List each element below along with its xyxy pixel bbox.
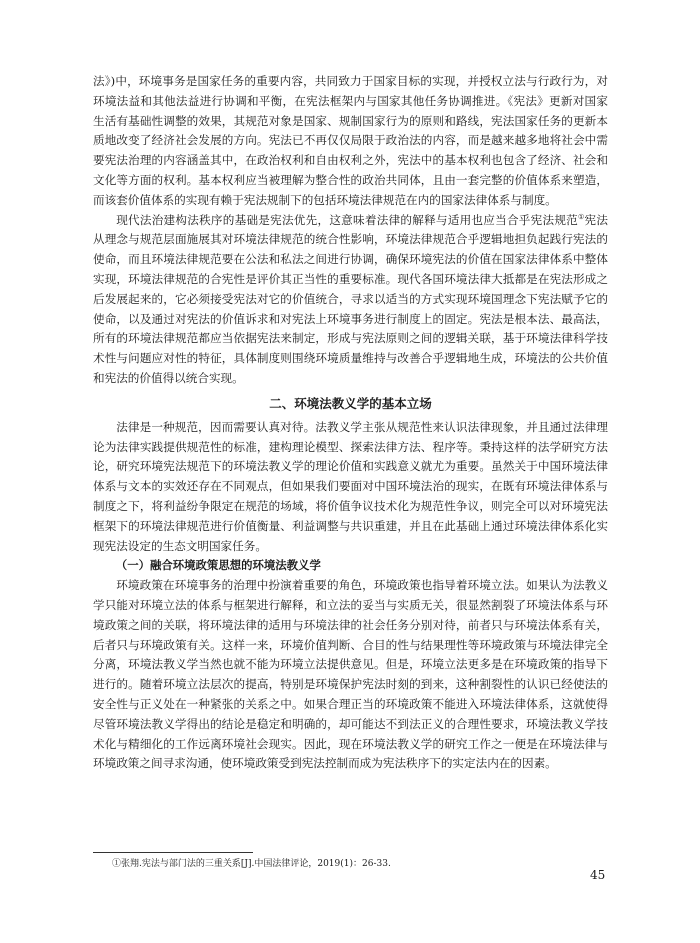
paragraph-constitutional-priority-lead: 现代法治建构法秩序的基础是宪法优先，这意味着法律的解释与适用也应当合乎宪法规范	[116, 212, 579, 227]
subsection-title: （一）融合环境政策思想的环境法教义学	[115, 558, 321, 573]
paragraph-environmental-policy: 环境政策在环境事务的治理中扮演着重要的角色，环境政策也指导着环境立法。如果认为法教义学只能对环境立法的体系与框架进行解释，和立法的妥当与实质无关，很显然割裂了环境法体系与环境政策之间的关联，将环境法律的适用与环境法律的社会任务分别对待，前者只与环境法体系有关，后者只与环境政策有关。这样一来，环境价值判断、合目的性与结果理性等环境政策与环境法律完全分离，环境法教义学当然也就不能为环境立法提供意见。但是，环境立法更多是在环境政策的指导下进行的。随着环境立法层次的提高，特别是环境保护宪法时刻的到来，这种割裂性的认识已经使法的安全性与正义处在一种紧张的关系之中。如果合理正当的环境政策不能进入环境法律体系，这就使得尽管环境法教义学得出的结论是稳定和明确的，却可能达不到法正义的合理性要求，环境法教义学技术化与精细化的工作远离环境社会现实。因此，现在环境法教义学的研究工作之一便是在环境法律与环境政策之间寻求沟通，使环境政策受到宪法控制而成为宪法秩序下的实定法内在的因素。	[93, 578, 608, 771]
paragraph-legal-dogmatics: 法律是一种规范，因而需要认真对待。法教义学主张从规范性来认识法律现象，并且通过法律理论为法律实践提供规范性的标准，建构理论模型、探索法律方法、程序等。秉持这样的法学研究方法论，研究环境宪法规范下的环境法教义学的理论价值和实践意义就尤为重要。虽然关于中国环境法律体系与文本的实效还存在不同观点，但如果我们要面对中国环境法治的现实，在既有环境法律体系与制度之下，将利益纷争限定在规范的场域，将价值争议技术化为规范性争议，则完全可以对环境宪法框架下的环境法律规范进行价值衡量、利益调整与共识重建，并且在此基础上通过环境法律体系化实现宪法设定的生态文明国家任务。	[93, 419, 608, 553]
footnote-divider	[93, 852, 253, 853]
page-number: 45	[590, 868, 606, 882]
footnote: ①张翔.宪法与部门法的三重关系[J].中国法律评论，2019(1)：26-33.	[112, 859, 391, 869]
paragraph-constitutional-priority-body: 宪法从理念与规范层面施展其对环境法律规范的统合性影响，环境法律规范合乎逻辑地担负起践行宪法的使命，而且环境法律规范要在公法和私法之间进行协调，确保环境宪法的价值在国家法律体系中整体实现，环境法律规范的合宪性是评价其正当性的重要标准。现代各国环境法律大抵都是在宪法形成之后发展起来的，它必须接受宪法对它的价值统合，寻求以适当的方式实现环境国理念下宪法赋予它的使命，以及通过对宪法的价值诉求和对宪法上环境事务进行制度上的固定。宪法是根本法、最高法，所有的环境法律规范都应当依据宪法来制定，形成与宪法原则之间的逻辑关联，基于环境法律科学技术性与问题应对性的特征，具体制度则围绕环境质量维持与改善合乎逻辑地生成，环境法的公共价值和宪法的价值得以统合实现。	[93, 212, 608, 385]
footnote-marker[interactable]: ①	[578, 212, 585, 221]
main-body	[93, 72, 608, 774]
section-title: 二、环境法教义学的基本立场	[269, 395, 432, 411]
paragraph-continuation: 法》)中，环境事务是国家任务的重要内容，共同致力于国家目标的实现，并授权立法与行政行为，对环境法益和其他法益进行协调和平衡，在宪法框架内与国家其他任务协调推进。《宪法》更新对国家生活有基础性调整的效果，其规范对象是国家、规制国家行为的原则和路线，宪法国家任务的更新本质地改变了经济社会发展的方向。宪法已不再仅仅局限于政治法的内容，而是越来越多地将社会中需要宪法治理的内容涵盖其中，在政治权利和自由权利之外，宪法中的基本权利也包含了经济、社会和文化等方面的权利。基本权利应当被理解为整合性的政治共同体，且由一套完整的价值体系来塑造，而该套价值体系的实现有赖于宪法规制下的包括环境法律规范在内的国家法律体系与制度。	[93, 74, 608, 207]
paragraph-constitutional-priority	[93, 211, 608, 389]
